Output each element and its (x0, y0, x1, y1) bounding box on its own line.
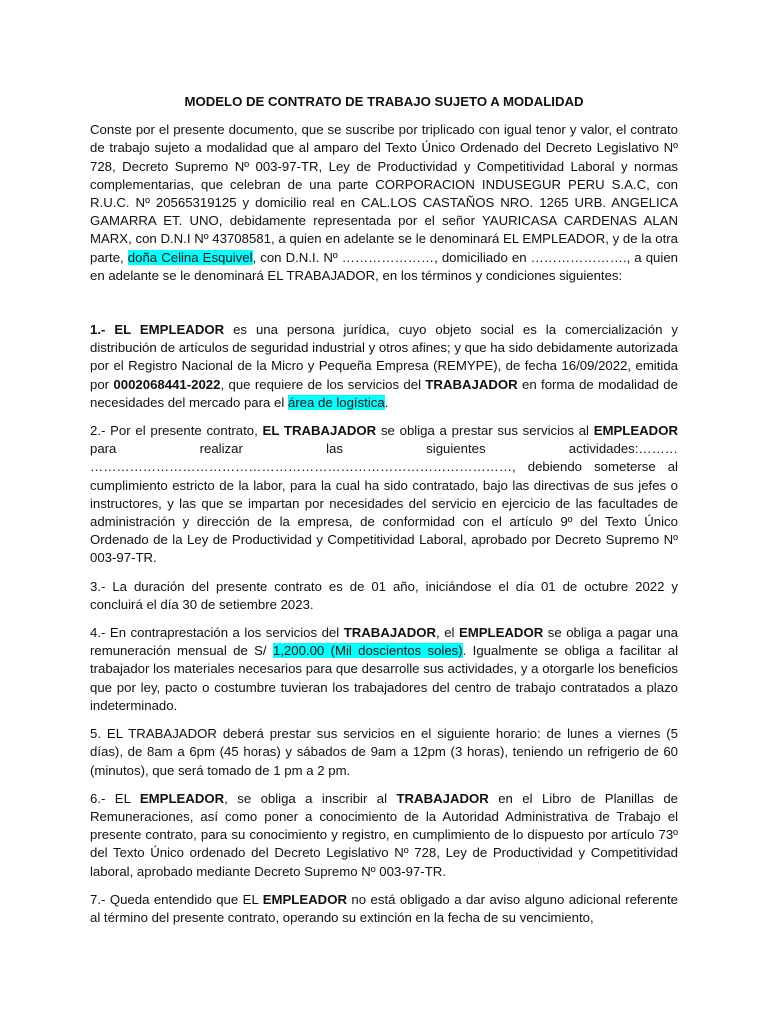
clause-2-text-3: para realizar las siguientes actividades:……… ……………………………………………………………………………………, debiendo someterse al cumplimiento estricto de la labor, para la cual ha sido contratado, bajo las directivas de sus jefes o instructores, y las que se impartan por necesidades del servicio en ejercicio de las facultades de administración y dirección de la empresa, de conformidad con el artículo 9º del Texto Único Ordenado de la Ley de Productividad y Competitividad Laboral, aprobado por Decreto Supremo Nº 003-97-TR. (90, 441, 678, 566)
clause-1-trabajador: TRABAJADOR (425, 376, 518, 392)
clause-4-text-1: 4.- En contraprestación a los servicios del (90, 625, 344, 641)
clause-7-text-1: 7.- Queda entendido que EL (90, 891, 263, 907)
clause-2 (90, 422, 678, 568)
clause-1-number: 1.- (90, 322, 115, 338)
spacer (90, 412, 678, 422)
spacer (90, 780, 678, 790)
highlight-salary: 1,200.00 (Mil doscientos soles) (272, 643, 463, 659)
clause-6-text-3: en el Libro de Planillas de Remuneraciones, así como poner a conocimiento de la Autoridad Administrativa de Trabajo el presente contrato, para su conocimiento y registro, en cumplimiento de lo dispuesto por artículo 73º del Texto Único ordenado del Decreto Legislativo Nº 728, Ley de Productividad y Competitividad laboral, aprobado mediante Decreto Supremo Nº 003-97-TR. (90, 790, 678, 879)
clause-4-text-4: . Igualmente se obliga a facilitar al trabajador los materiales necesarios para que desarrolle sus actividades, y a otorgarle los beneficios que por ley, pacto o costumbre tuvieran los trabajadores del centro de trabajo contratados a plazo indeterminado. (90, 643, 679, 713)
spacer (90, 568, 678, 578)
clause-1-text-1: es una persona jurídica, cuyo objeto social es la comercialización y distribución de artículos de seguridad industrial y otros afines; y que ha sido debidamente autorizada por el Registro Nacional de la Micro y Pequeña Empresa (REMYPE), de fecha 16/09/2022, emitida por (90, 322, 678, 392)
document-page (90, 93, 678, 927)
spacer (90, 715, 678, 725)
clause-4-empleador: EMPLEADOR (458, 625, 544, 641)
clause-2-empleador: EMPLEADOR (593, 423, 678, 439)
clause-6-text-1: 6.- EL (90, 790, 140, 806)
clause-7 (90, 891, 678, 927)
clause-1-text-3: en forma de modalidad de necesidades del mercado para el (90, 376, 678, 410)
clause-7-empleador: EMPLEADOR (262, 891, 347, 907)
clause-2-text-1: 2.- Por el presente contrato, (90, 423, 263, 439)
highlight-area: área de logística (287, 394, 385, 410)
clause-3: 3.- La duración del presente contrato es de 01 año, iniciándose el día 01 de octubre 2022 y concluirá el día 30 de setiembre 2023. (90, 578, 678, 612)
document-title: MODELO DE CONTRATO DE TRABAJO SUJETO A MODALIDAD (184, 94, 584, 109)
clause-1 (90, 321, 678, 412)
clause-6-trabajador: TRABAJADOR (396, 790, 489, 806)
clause-2-text-2: se obliga a prestar sus servicios al (376, 423, 594, 439)
spacer (90, 285, 678, 321)
clause-6 (90, 790, 678, 881)
clause-6-empleador: EMPLEADOR (139, 790, 225, 806)
clause-2-trabajador: EL TRABAJADOR (262, 423, 377, 439)
clause-6-text-2: , se obliga a inscribir al (224, 790, 397, 806)
clause-7-text-2: no está obligado a dar aviso alguno adicional referente al término del presente contrato, operando su extinción en la fecha de su vencimiento, (90, 891, 678, 925)
clause-1-registro: 0002068441-2022 (113, 376, 221, 392)
clause-4-text-3: se obliga a pagar una remuneración mensual de S/ (90, 625, 679, 659)
spacer (90, 614, 678, 624)
highlight-worker-name: doña Celina Esquivel (127, 249, 253, 265)
clause-1-empleador: EL EMPLEADOR (114, 322, 225, 338)
clause-1-text-4: . (384, 394, 389, 410)
clause-1-text-2: , que requiere de los servicios del (220, 376, 426, 392)
intro-paragraph (90, 121, 678, 285)
spacer (90, 881, 678, 891)
clause-4 (90, 624, 678, 715)
clause-4-text-2: , el (436, 625, 459, 641)
intro-text-2: , con D.N.I. Nº …………………, domiciliado en …………………., a quien en adelante se le denominará EL TRABAJADOR, en los términos y condiciones siguientes: (90, 249, 678, 283)
intro-text-1: Conste por el presente documento, que se suscribe por triplicado con igual tenor y valor, el contrato de trabajo sujeto a modalidad que al amparo del Texto Único Ordenado del Decreto Legislativo Nº 728, Decreto Supremo Nº 003-97-TR, Ley de Productividad y Competitividad Laboral y normas complementarias, que celebran de una parte CORPORACION INDUSEGUR PERU S.A.C, con R.U.C. Nº 20565319125 y domicilio real en CAL.LOS CASTAÑOS NRO. 1265 URB. ANGELICA GAMARRA ET. UNO, debidamente representada por el señor YAURICASA CARDENAS ALAN MARX, con D.N.I Nº 43708581, a quien en adelante se le denominará EL EMPLEADOR, y de la otra parte, (90, 122, 678, 265)
clause-5: 5. EL TRABAJADOR deberá prestar sus servicios en el siguiente horario: de lunes a viernes (5 días), de 8am a 6pm (45 horas) y sábados de 9am a 12pm (3 horas), teniendo un refrigerio de 60 (minutos), que será tomado de 1 pm a 2 pm. (90, 726, 678, 778)
clause-4-trabajador: TRABAJADOR (343, 625, 437, 641)
